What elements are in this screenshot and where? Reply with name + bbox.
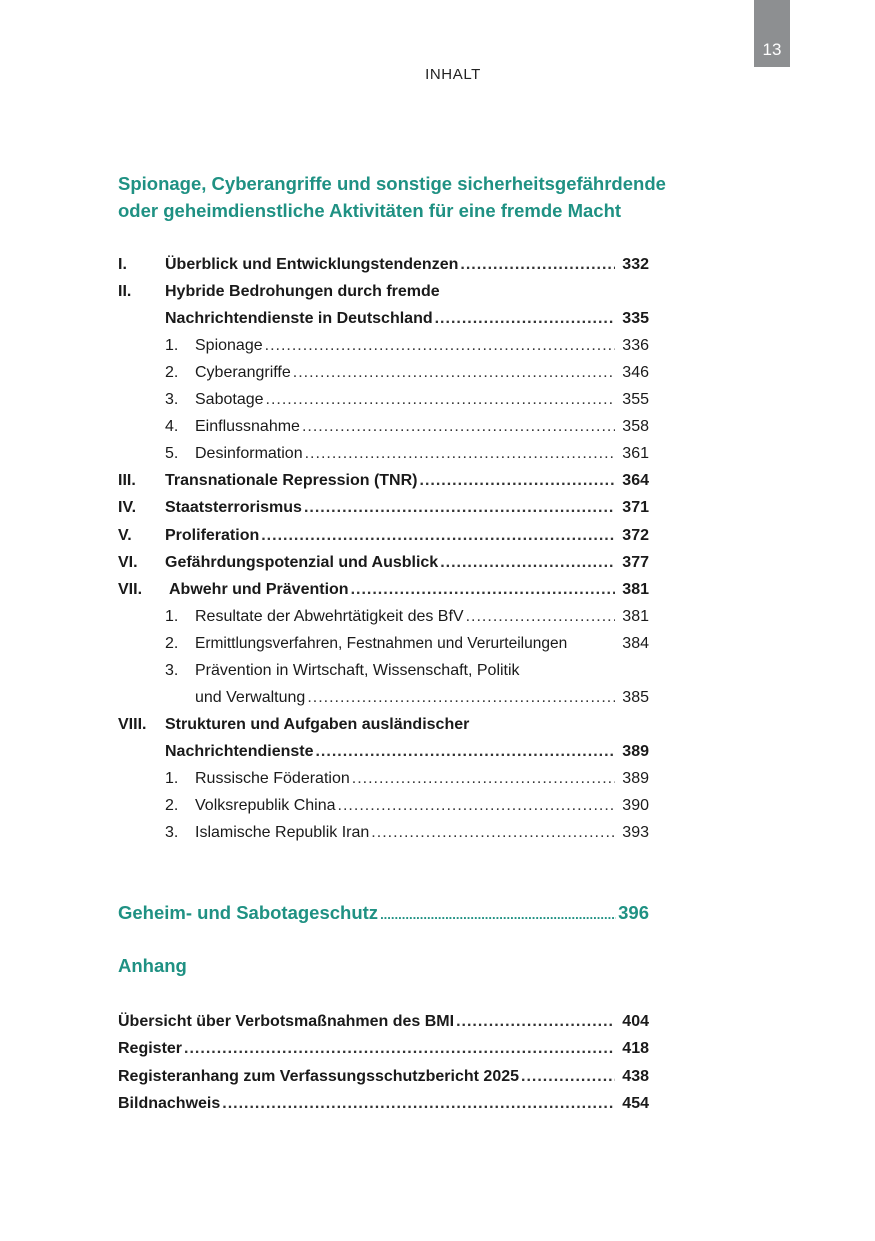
toc-page: 389 bbox=[622, 743, 649, 760]
toc-subentry-einflussnahme[interactable] bbox=[165, 413, 649, 440]
toc-page: 371 bbox=[622, 499, 649, 516]
leader-dots bbox=[338, 792, 615, 819]
toc-title: Staatsterrorismus bbox=[165, 499, 302, 516]
toc-subentry-desinformation[interactable] bbox=[165, 440, 649, 467]
toc-page: 372 bbox=[622, 527, 649, 544]
toc-entry-ii-continued[interactable] bbox=[118, 305, 649, 332]
leader-dots bbox=[184, 1035, 615, 1062]
toc-title: Geheim- und Sabotageschutz bbox=[118, 902, 379, 923]
toc-page: 335 bbox=[622, 310, 649, 327]
toc-number: V. bbox=[118, 527, 132, 544]
toc-title: Abwehr und Prävention bbox=[169, 581, 349, 598]
toc-number: 4. bbox=[165, 418, 179, 435]
leader-dots bbox=[265, 332, 615, 359]
toc-number: I. bbox=[118, 256, 127, 273]
toc-title: Nachrichtendienste bbox=[165, 743, 314, 760]
toc-page: 346 bbox=[622, 364, 649, 381]
toc-entry-viii[interactable] bbox=[118, 711, 649, 738]
toc-number: 1. bbox=[165, 337, 179, 354]
toc-subentry-iran[interactable] bbox=[165, 819, 649, 846]
toc-page: 389 bbox=[622, 770, 649, 787]
toc-subentry-ermittlungsverfahren[interactable] bbox=[165, 630, 649, 657]
toc-page: 390 bbox=[622, 797, 649, 814]
toc-title: Einflussnahme bbox=[195, 418, 300, 435]
toc-number: VI. bbox=[118, 554, 138, 571]
toc-entry-iii[interactable] bbox=[118, 467, 649, 494]
toc-title: Bildnachweis bbox=[118, 1095, 221, 1112]
toc-page: 355 bbox=[622, 391, 649, 408]
toc-title: Russische Föderation bbox=[195, 770, 350, 787]
toc-title: Register bbox=[118, 1040, 183, 1057]
toc-title: Nachrichtendienste in Deutschland bbox=[165, 310, 433, 327]
leader-dots bbox=[380, 901, 616, 928]
anhang-heading: Anhang bbox=[118, 955, 187, 976]
toc-page: 381 bbox=[622, 608, 649, 625]
toc-entry-vi[interactable] bbox=[118, 549, 649, 576]
toc-entry-vii[interactable] bbox=[118, 576, 649, 603]
toc-number: IV. bbox=[118, 499, 137, 516]
toc-number: III. bbox=[118, 472, 136, 489]
leader-dots bbox=[420, 467, 616, 494]
toc-title: Prävention in Wirtschaft, Wissenschaft, Politik bbox=[195, 662, 520, 679]
toc-number: 2. bbox=[165, 797, 179, 814]
toc-number: 3. bbox=[165, 391, 179, 408]
toc-page: 396 bbox=[618, 902, 649, 923]
leader-dots bbox=[466, 603, 615, 630]
leader-dots bbox=[293, 359, 615, 386]
toc-page: 404 bbox=[622, 1013, 649, 1030]
leader-dots bbox=[351, 576, 615, 603]
leader-dots bbox=[521, 1063, 615, 1090]
leader-dots bbox=[266, 386, 615, 413]
toc-number: VIII. bbox=[118, 716, 147, 733]
toc-page: 361 bbox=[622, 445, 649, 462]
toc-number: 1. bbox=[165, 770, 179, 787]
toc-title: und Verwaltung bbox=[195, 689, 306, 706]
toc-page: 385 bbox=[622, 689, 649, 706]
toc-page: 377 bbox=[622, 554, 649, 571]
toc-entry-register[interactable] bbox=[118, 1035, 649, 1062]
toc-number: 3. bbox=[165, 824, 179, 841]
toc-page: 364 bbox=[622, 472, 649, 489]
toc-number: VII. bbox=[118, 581, 143, 598]
toc-title: Transnationale Repression (TNR) bbox=[165, 472, 418, 489]
toc-title: Gefährdungspotenzial und Ausblick bbox=[165, 554, 439, 571]
toc-number: 2. bbox=[165, 364, 179, 381]
toc-title: Registeranhang zum Verfassungsschutzbericht 2025 bbox=[118, 1068, 520, 1085]
toc-title: Desinformation bbox=[195, 445, 303, 462]
leader-dots bbox=[456, 1008, 615, 1035]
toc-page: 381 bbox=[622, 581, 649, 598]
toc-subentry-resultate[interactable] bbox=[165, 603, 649, 630]
running-head: INHALT bbox=[425, 66, 481, 83]
toc-entry-i[interactable] bbox=[118, 251, 649, 278]
toc-title: Volksrepublik China bbox=[195, 797, 336, 814]
toc-number: 2. bbox=[165, 635, 179, 652]
leader-dots bbox=[315, 738, 615, 765]
leader-dots bbox=[222, 1090, 615, 1117]
page-number-tab bbox=[754, 0, 790, 67]
page-number: 13 bbox=[762, 40, 782, 59]
leader-dots bbox=[261, 522, 615, 549]
toc-subentry-sabotage[interactable] bbox=[165, 386, 649, 413]
toc-entry-registeranhang[interactable] bbox=[118, 1063, 649, 1090]
leader-dots bbox=[440, 549, 615, 576]
toc-title: Islamische Republik Iran bbox=[195, 824, 370, 841]
leader-dots bbox=[302, 413, 615, 440]
leader-dots bbox=[435, 305, 615, 332]
toc-title: Resultate der Abwehrtätigkeit des BfV bbox=[195, 608, 464, 625]
toc-title: Hybride Bedrohungen durch fremde bbox=[165, 283, 440, 300]
section-title: Spionage, Cyberangriffe und sonstige sicherheitsgefährdende oder geheimdienstliche Aktivitäten für eine fremde Macht bbox=[118, 173, 666, 221]
toc-entry-iv[interactable] bbox=[118, 494, 649, 521]
toc-subentry-cyberangriffe[interactable] bbox=[165, 359, 649, 386]
toc-title: Spionage bbox=[195, 337, 263, 354]
toc-page: 358 bbox=[622, 418, 649, 435]
toc-entry-verbotsmassnahmen[interactable] bbox=[118, 1008, 649, 1035]
toc-number: II. bbox=[118, 283, 132, 300]
toc-page: 438 bbox=[622, 1068, 649, 1085]
toc-title: Ermittlungsverfahren, Festnahmen und Verurteilungen bbox=[195, 635, 568, 652]
toc-entry-viii-continued[interactable] bbox=[118, 738, 649, 765]
toc-subentry-praevention[interactable] bbox=[165, 657, 649, 684]
toc-title: Cyberangriffe bbox=[195, 364, 291, 381]
leader-dots bbox=[304, 494, 615, 521]
toc-subentry-spionage[interactable] bbox=[165, 332, 649, 359]
toc-page: 336 bbox=[622, 337, 649, 354]
toc-subentry-praevention-continued[interactable] bbox=[165, 684, 649, 711]
toc-title: Sabotage bbox=[195, 391, 264, 408]
toc-page: 384 bbox=[622, 635, 649, 652]
toc-number: 3. bbox=[165, 662, 179, 679]
toc-title: Proliferation bbox=[165, 527, 260, 544]
leader-dots bbox=[307, 684, 615, 711]
toc-entry-geheimschutz[interactable] bbox=[118, 899, 649, 926]
toc-title: Übersicht über Verbotsmaßnahmen des BMI bbox=[118, 1013, 455, 1030]
toc-subentry-china[interactable] bbox=[165, 792, 649, 819]
toc-entry-ii[interactable] bbox=[118, 278, 649, 305]
toc-title: Strukturen und Aufgaben ausländischer bbox=[165, 716, 470, 733]
leader-dots bbox=[352, 765, 615, 792]
toc-page: 418 bbox=[622, 1040, 649, 1057]
toc-page: 332 bbox=[622, 256, 649, 273]
toc-subentry-russland[interactable] bbox=[165, 765, 649, 792]
toc-entry-bildnachweis[interactable] bbox=[118, 1090, 649, 1117]
toc-page: 454 bbox=[622, 1095, 649, 1112]
toc-entry-v[interactable] bbox=[118, 522, 649, 549]
toc-page: 393 bbox=[622, 824, 649, 841]
leader-dots bbox=[460, 251, 615, 278]
toc-title: Überblick und Entwicklungstendenzen bbox=[165, 256, 459, 273]
leader-dots bbox=[305, 440, 615, 467]
leader-dots bbox=[371, 819, 615, 846]
toc-number: 1. bbox=[165, 608, 179, 625]
toc-number: 5. bbox=[165, 445, 179, 462]
